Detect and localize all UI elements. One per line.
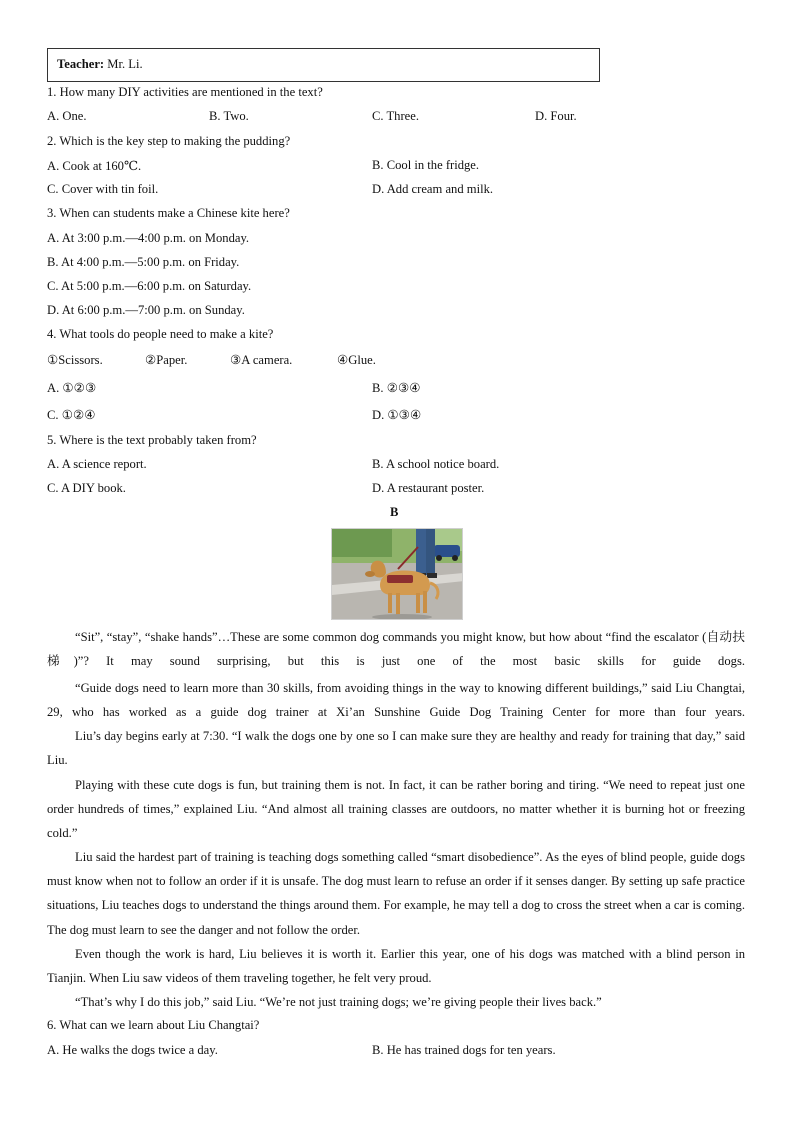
option-6b[interactable]: B. He has trained dogs for ten years. xyxy=(372,1043,556,1057)
teacher-box xyxy=(47,48,600,82)
teacher-name: Mr. Li. xyxy=(104,57,143,71)
teacher-label: Teacher: xyxy=(57,57,105,71)
item-glue: ④Glue. xyxy=(337,353,376,367)
option-4b[interactable]: B. ②③④ xyxy=(372,381,421,395)
option-2a[interactable]: A. Cook at 160℃. xyxy=(47,159,142,173)
item-scissors: ①Scissors. xyxy=(47,353,103,367)
option-5d[interactable]: D. A restaurant poster. xyxy=(372,481,485,495)
option-1c[interactable]: C. Three. xyxy=(372,109,419,123)
item-paper: ②Paper. xyxy=(145,353,188,367)
option-1b[interactable]: B. Two. xyxy=(209,109,249,123)
question-1: 1. How many DIY activities are mentioned in the text? xyxy=(47,85,323,99)
passage-paragraph: Liu said the hardest part of training is teaching dogs something called “smart disobedience”. As the eyes of blind people, guide dogs must know when not to follow an order if it is unsafe. The dog must learn to refuse an order if it senses danger. By setting up safe practice situations, Liu teaches dogs to understand the things around them. For example, he may tell a dog to cross the street when a car is coming. The dog must learn to see the danger and not follow the order. xyxy=(47,850,745,937)
option-1a[interactable]: A. One. xyxy=(47,109,87,123)
question-2: 2. Which is the key step to making the pudding? xyxy=(47,134,291,148)
option-4a[interactable]: A. ①②③ xyxy=(47,381,97,395)
option-3a[interactable]: A. At 3:00 p.m.—4:00 p.m. on Monday. xyxy=(47,231,250,245)
option-3c[interactable]: C. At 5:00 p.m.—6:00 p.m. on Saturday. xyxy=(47,279,252,293)
option-6a[interactable]: A. He walks the dogs twice a day. xyxy=(47,1043,218,1057)
passage-paragraph: “Sit”, “stay”, “shake hands”…These are some common dog commands you might know, but how about “find the escalator (自动扶梯)”? It may sound surprising, but this is just one of the most basic skills for guide dogs. xyxy=(47,630,745,669)
section-b-title: B xyxy=(390,505,399,519)
option-5a[interactable]: A. A science report. xyxy=(47,457,147,471)
option-3d[interactable]: D. At 6:00 p.m.—7:00 p.m. on Sunday. xyxy=(47,303,245,317)
item-camera: ③A camera. xyxy=(230,353,293,367)
question-5: 5. Where is the text probably taken from? xyxy=(47,433,257,447)
passage-paragraph: Even though the work is hard, Liu believes it is worth it. Earlier this year, one of his dogs was matched with a blind person in Tianjin. When Liu saw videos of them traveling together, he felt very proud. xyxy=(47,947,745,986)
option-4d[interactable]: D. ①③④ xyxy=(372,408,422,422)
option-2b[interactable]: B. Cool in the fridge. xyxy=(372,158,480,172)
passage-paragraph: “Guide dogs need to learn more than 30 skills, from avoiding things in the way to knowing different buildings,” said Liu Changtai, 29, who has worked as a guide dog trainer at Xi’an Sunshine Guide Dog Training Center for more than four years. xyxy=(47,681,745,720)
option-5b[interactable]: B. A school notice board. xyxy=(372,457,500,471)
passage-paragraph: Liu’s day begins early at 7:30. “I walk the dogs one by one so I can make sure they are healthy and ready for training that day,” said Liu. xyxy=(47,729,745,768)
question-6: 6. What can we learn about Liu Changtai? xyxy=(47,1018,260,1032)
option-2c[interactable]: C. Cover with tin foil. xyxy=(47,182,159,196)
option-1d[interactable]: D. Four. xyxy=(535,109,577,123)
option-2d[interactable]: D. Add cream and milk. xyxy=(372,182,494,196)
option-3b[interactable]: B. At 4:00 p.m.—5:00 p.m. on Friday. xyxy=(47,255,240,269)
passage-paragraph: “That’s why I do this job,” said Liu. “We’re not just training dogs; we’re giving people their lives back.” xyxy=(75,995,602,1009)
option-5c[interactable]: C. A DIY book. xyxy=(47,481,126,495)
option-4c[interactable]: C. ①②④ xyxy=(47,408,96,422)
guide-dog-photo xyxy=(331,528,463,620)
question-3: 3. When can students make a Chinese kite here? xyxy=(47,206,290,220)
question-4: 4. What tools do people need to make a kite? xyxy=(47,327,274,341)
passage-paragraph: Playing with these cute dogs is fun, but training them is not. In fact, it can be rather boring and tiring. “We need to repeat just one order hundreds of times,” explained Liu. “And almost all training classes are outdoors, no matter whether it is burning hot or freezing cold.” xyxy=(47,778,745,841)
